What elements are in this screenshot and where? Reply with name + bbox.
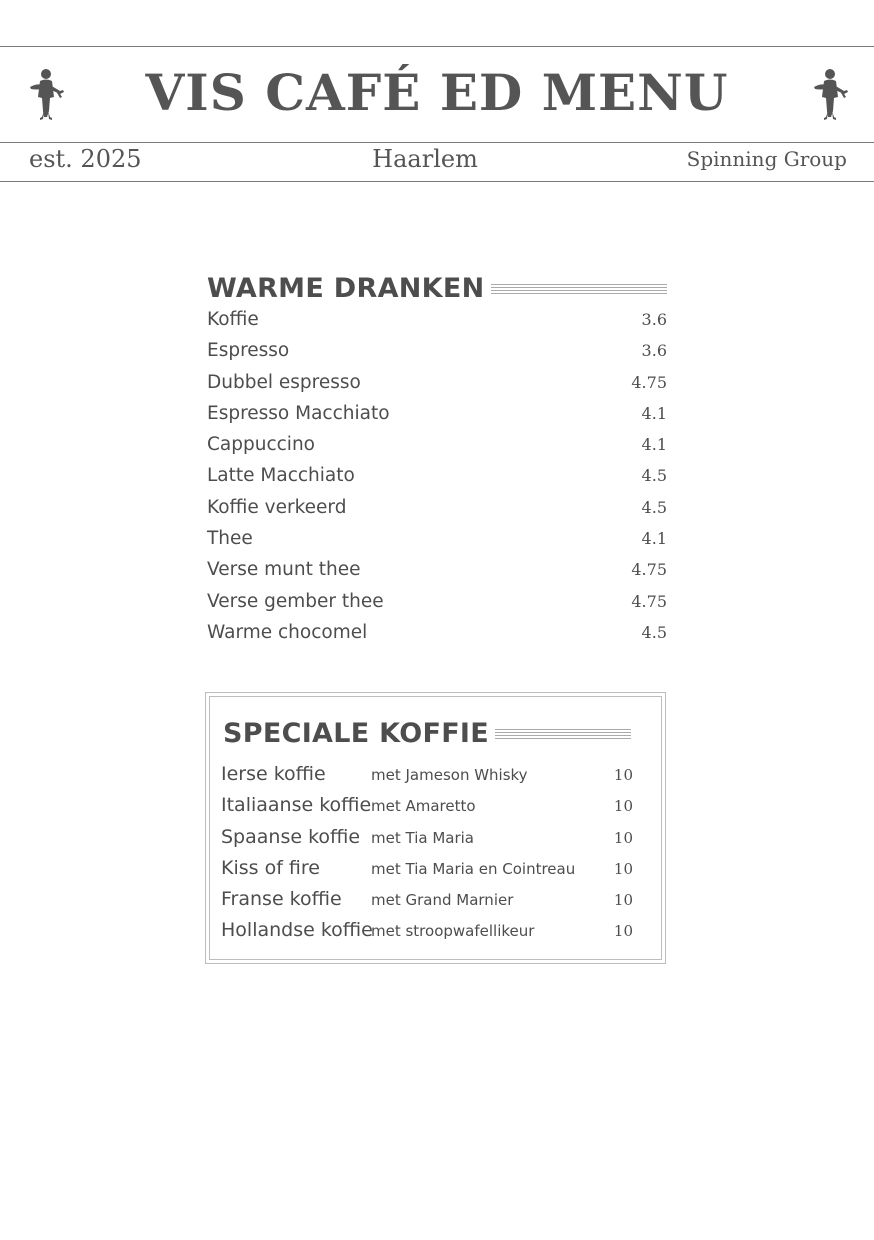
item-name: Spaanse koffie xyxy=(221,825,361,848)
menu-item xyxy=(221,857,633,888)
item-price: 10 xyxy=(613,828,633,847)
item-price: 10 xyxy=(613,797,633,816)
menu-item xyxy=(207,340,667,371)
item-name: Latte Macchiato xyxy=(207,465,355,487)
item-description: met Tia Maria xyxy=(371,828,474,847)
item-price: 10 xyxy=(613,766,633,784)
item-name: Espresso Macchiato xyxy=(207,402,390,424)
item-name: Cappuccino xyxy=(207,434,315,456)
item-name: Hollandse koffie xyxy=(221,919,373,942)
item-name: Thee xyxy=(207,528,253,550)
section-header xyxy=(207,270,667,306)
menu-item xyxy=(207,372,667,403)
item-description: met stroopwafellikeur xyxy=(371,922,535,941)
item-price: 4.75 xyxy=(631,560,667,580)
item-description: met Grand Marnier xyxy=(371,891,514,910)
item-price: 10 xyxy=(613,891,633,910)
item-price: 4.5 xyxy=(641,466,667,486)
item-price: 3.6 xyxy=(641,341,667,361)
item-description: met Tia Maria en Cointreau xyxy=(371,859,576,878)
item-name: Koffie xyxy=(207,309,259,330)
menu-item xyxy=(207,622,667,653)
decorative-lines xyxy=(495,729,631,741)
item-name: Franse koffie xyxy=(221,888,342,911)
item-name: Warme chocomel xyxy=(207,621,368,643)
group-name: Spinning Group xyxy=(686,147,847,171)
city-name: Haarlem xyxy=(372,145,478,173)
section-title: SPECIALE KOFFIE xyxy=(223,717,490,749)
item-name: Verse gember thee xyxy=(207,590,384,612)
item-name: Italiaanse koffie xyxy=(221,794,372,817)
menu-item xyxy=(207,497,667,528)
menu-item xyxy=(207,309,667,340)
item-price: 4.75 xyxy=(631,591,667,611)
item-name: Kiss of fire xyxy=(221,856,320,879)
menu-item xyxy=(221,794,633,825)
item-name: Verse munt thee xyxy=(207,559,361,581)
menu-item xyxy=(207,559,667,590)
menu-item xyxy=(221,919,633,950)
item-price: 4.75 xyxy=(631,372,667,392)
speciale-koffie-box xyxy=(205,692,666,964)
item-name: Espresso xyxy=(207,340,290,362)
menu-list xyxy=(221,763,633,951)
menu-item xyxy=(221,763,633,794)
item-price: 10 xyxy=(613,922,633,941)
item-name: Koffie verkeerd xyxy=(207,496,347,518)
item-description: met Jameson Whisky xyxy=(371,766,528,784)
menu-item xyxy=(207,528,667,559)
item-name: Ierse koffie xyxy=(221,763,326,785)
menu-item xyxy=(221,888,633,919)
item-price: 3.6 xyxy=(641,310,667,329)
warme-dranken-section xyxy=(207,270,667,653)
menu-item xyxy=(207,434,667,465)
menu-item xyxy=(207,403,667,434)
section-header xyxy=(223,715,631,751)
menu-item xyxy=(221,826,633,857)
item-description: met Amaretto xyxy=(371,797,476,816)
section-title: WARME DRANKEN xyxy=(207,272,485,304)
menu-item xyxy=(207,591,667,622)
menu-item xyxy=(207,465,667,496)
item-price: 4.1 xyxy=(641,403,667,423)
item-price: 4.1 xyxy=(641,435,667,455)
header-top-rule xyxy=(0,46,874,47)
established-year: est. 2025 xyxy=(29,145,142,173)
item-price: 4.1 xyxy=(641,529,667,549)
decorative-lines xyxy=(491,284,667,296)
menu-list xyxy=(207,309,667,653)
item-name: Dubbel espresso xyxy=(207,371,361,393)
item-price: 10 xyxy=(613,859,633,878)
item-price: 4.5 xyxy=(641,622,667,642)
menu-title: VIS CAFÉ ED MENU xyxy=(145,63,729,122)
item-price: 4.5 xyxy=(641,497,667,517)
